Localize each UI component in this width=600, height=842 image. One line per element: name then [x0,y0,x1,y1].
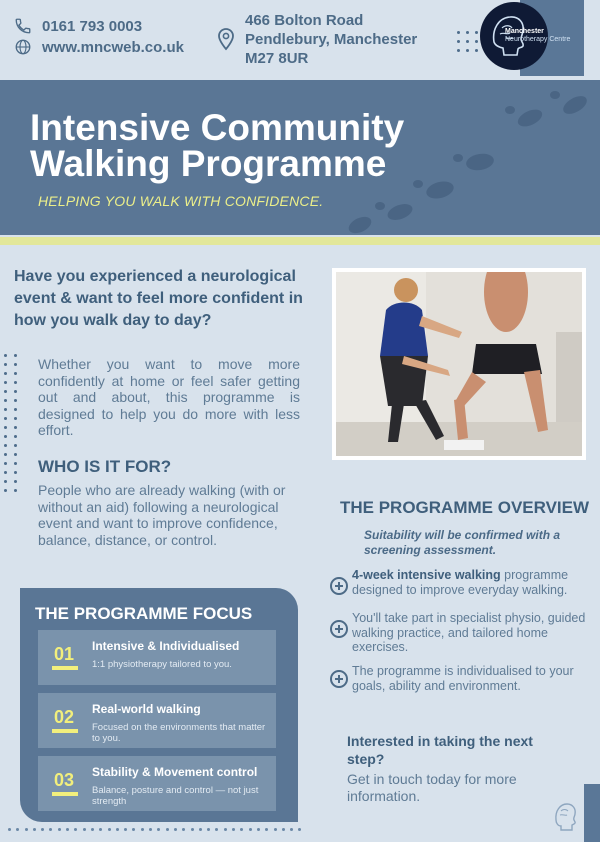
physio-photo [332,268,586,460]
focus-card-title: Stability & Movement control [92,765,258,779]
focus-card-number: 02 [54,707,75,727]
title-line-2: Walking Programme [30,143,387,184]
phone-icon [14,17,32,35]
focus-card-underline [52,729,78,733]
programme-focus-panel [20,588,298,822]
focus-card-description: 1:1 physiotherapy tailored to you. [92,659,232,670]
overview-item-2-text: You'll take part in specialist physio, guided walking practice, and tailored home exercises. [352,611,586,654]
address-line-1: 466 Bolton Road [245,12,364,29]
physio-illustration [336,272,582,456]
brain-head-icon [552,800,580,834]
focus-card-number: 01 [54,644,75,664]
focus-card [38,630,276,685]
corner-accent-bar [584,784,600,842]
accent-stripe [0,237,600,245]
overview-item-1-bold: 4-week intensive walking [352,568,501,582]
overview-subheading: Suitability will be confirmed with a screening assessment. [364,528,561,557]
logo-text [505,28,570,44]
overview-item-1 [352,568,592,597]
website-url: www.mncweb.co.uk [42,38,184,56]
focus-card-description: Balance, posture and control — not just strength [92,785,259,807]
tagline: HELPING YOU WALK WITH CONFIDENCE. [38,193,324,209]
who-heading: WHO IS IT FOR? [38,457,172,476]
bottom-dot-row [8,828,301,831]
cta-heading: Interested in taking the next step? [347,733,533,767]
overview-heading: THE PROGRAMME OVERVIEW [340,498,590,517]
plus-circle-icon [330,670,348,688]
hero-banner [0,80,600,235]
focus-card-underline [52,792,78,796]
focus-card-number: 03 [54,770,75,790]
intro-text: Whether you want to move more confidently at home or feel safer getting out and about, this programme is designed to help you do more with less effort. [38,356,300,438]
phone-number: 0161 793 0003 [42,17,143,35]
address-line-2: Pendlebury, Manchester [245,31,418,48]
overview-item-3 [352,664,592,693]
overview-item-2 [352,611,592,655]
address-line-3: M27 8UR [245,50,309,67]
focus-card [38,756,276,811]
intro-question: Have you experienced a neurological event & want to feel more confident in how you walk day to day? [14,268,303,329]
website-link[interactable] [14,38,184,56]
phone-contact[interactable] [14,17,142,35]
focus-card [38,693,276,748]
logo-name: Manchester [505,28,544,35]
plus-circle-icon [330,620,348,638]
cta-text: Get in touch today for more information. [347,771,517,804]
focus-card-description: Focused on the environments that matter to you. [92,722,266,744]
focus-card-underline [52,666,78,670]
who-text: People who are already walking (with or without an aid) following a neurological event and want to improve confidence, balance, distance, or control. [38,482,286,548]
logo-subtitle: Neurotherapy Centre [505,36,571,43]
side-dot-grid [4,354,17,492]
overview-item-1-text: programme designed to improve everyday walking. [352,568,569,597]
address [245,11,417,68]
page-title [30,107,405,184]
focus-card-title: Intensive & Individualised [92,639,240,653]
focus-heading: THE PROGRAMME FOCUS [35,604,253,623]
title-line-1: Intensive Community [30,107,405,148]
focus-card-title: Real-world walking [92,702,201,716]
overview-item-3-text: The programme is individualised to your goals, ability and environment. [352,664,574,693]
globe-icon [14,38,32,56]
plus-circle-icon [330,577,348,595]
location-pin-icon [217,27,235,51]
